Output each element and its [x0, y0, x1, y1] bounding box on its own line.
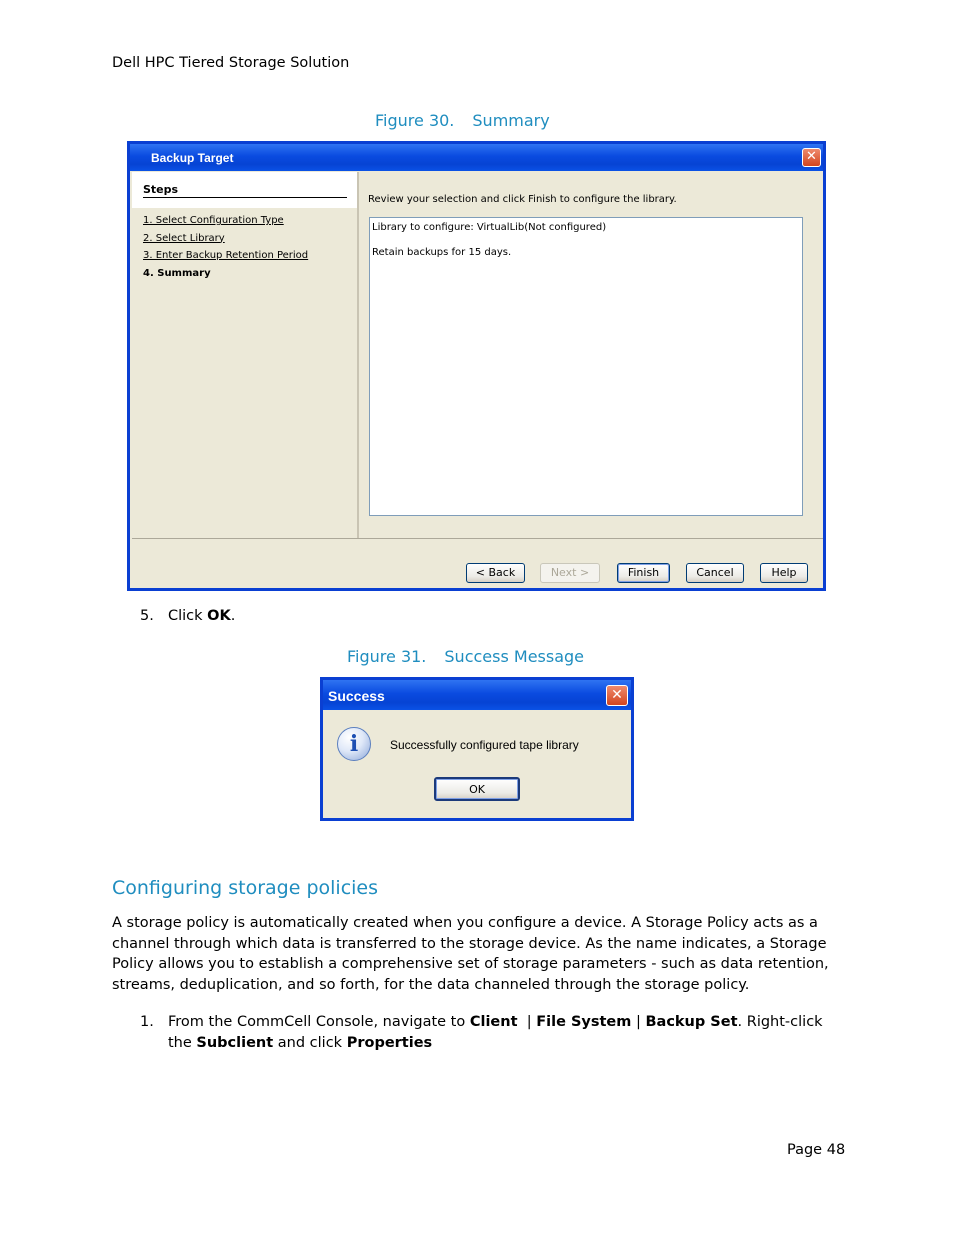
step-5-suffix: . — [230, 608, 236, 624]
paragraph-line: channel through which data is transferred to the storage device. As the name indicates, a Storage — [112, 935, 827, 952]
step-1-line-1: From the CommCell Console, navigate to Client | File System | Backup Set. Right-click — [168, 1014, 823, 1030]
paragraph-line: Policy allows you to establish a comprehensive set of storage parameters - such as data retention, — [112, 956, 829, 972]
button-bar-divider — [132, 538, 823, 539]
back-button[interactable]: < Back — [466, 563, 525, 583]
step-1-text — [168, 1012, 828, 1053]
steps-divider — [143, 197, 347, 198]
steps-heading: Steps — [143, 183, 179, 196]
success-titlebar[interactable] — [323, 680, 631, 710]
summary-line-library: Library to configure: VirtualLib(Not configured) — [372, 222, 607, 233]
step-select-configuration-type[interactable]: 1. Select Configuration Type — [143, 215, 284, 226]
finish-button[interactable]: Finish — [617, 563, 670, 583]
figure-31-number: Figure 31. — [347, 647, 427, 666]
figure-30-caption — [375, 111, 550, 130]
paragraph-line: streams, deduplication, and so forth, for the data channeled through the storage policy. — [112, 976, 750, 993]
info-icon: i — [337, 727, 371, 761]
figure-31-title: Success Message — [444, 647, 585, 666]
step-1-number: 1. — [140, 1014, 154, 1030]
section-heading: Configuring storage policies — [112, 877, 379, 899]
figure-30-number: Figure 30. — [375, 111, 455, 130]
backup-target-title: Backup Target — [151, 151, 234, 165]
help-button[interactable]: Help — [760, 563, 808, 583]
step-5 — [140, 606, 154, 627]
step-5-text — [168, 606, 235, 627]
figure-30-title: Summary — [472, 111, 550, 130]
steps-panel — [132, 172, 359, 538]
next-button[interactable]: Next > — [540, 563, 600, 583]
paragraph-line: A storage policy is automatically created when you configure a device. A Storage Policy acts as a — [112, 915, 818, 931]
figure-31-caption — [347, 647, 584, 666]
section-paragraph — [112, 913, 832, 995]
summary-textarea[interactable] — [369, 217, 803, 516]
step-5-bold: OK — [207, 608, 231, 624]
summary-line-retention: Retain backups for 15 days. — [372, 247, 512, 258]
step-select-library[interactable]: 2. Select Library — [143, 232, 225, 244]
backup-target-titlebar[interactable] — [130, 144, 823, 171]
step-5-number: 5. — [140, 608, 154, 624]
step-summary: 4. Summary — [143, 267, 211, 279]
summary-panel — [359, 172, 823, 538]
close-icon[interactable]: ✕ — [606, 685, 628, 706]
step-5-prefix: Click — [168, 608, 208, 624]
step-1-line-2: the Subclient and click Properties — [168, 1034, 433, 1051]
success-dialog — [320, 677, 634, 821]
close-icon[interactable]: ✕ — [802, 148, 821, 167]
page-number: Page 48 — [787, 1142, 846, 1158]
backup-target-dialog — [127, 141, 826, 591]
instruction-text: Review your selection and click Finish to configure the library. — [368, 194, 677, 205]
running-header: Dell HPC Tiered Storage Solution — [112, 55, 350, 71]
step-enter-retention-period[interactable]: 3. Enter Backup Retention Period — [143, 250, 309, 261]
ok-button[interactable]: OK — [434, 777, 520, 801]
success-title: Success — [328, 688, 385, 704]
cancel-button[interactable]: Cancel — [686, 563, 744, 583]
success-message: Successfully configured tape library — [390, 738, 579, 752]
